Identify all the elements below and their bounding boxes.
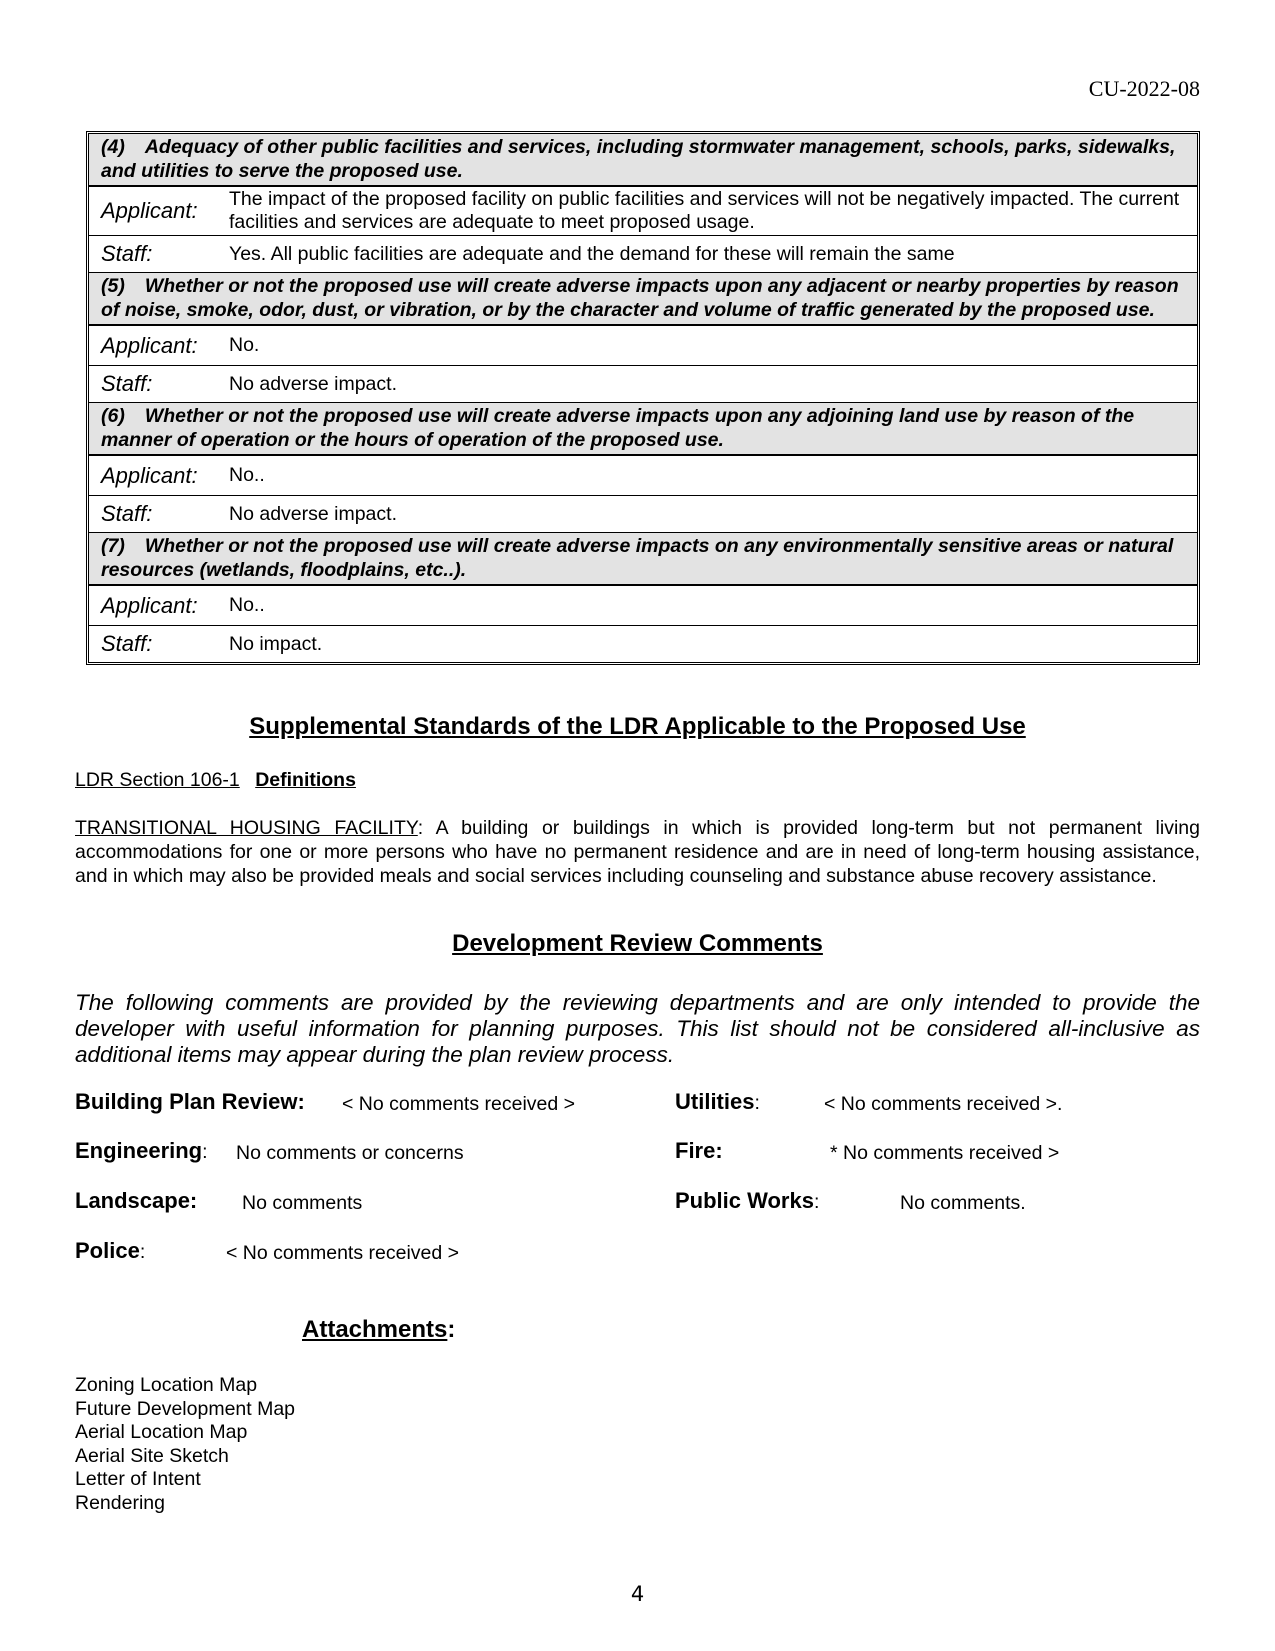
- staff-response: Yes. All public facilities are adequate and the demand for these will remain the same: [229, 242, 955, 265]
- applicant-label: Applicant:: [101, 592, 198, 618]
- applicant-row: [89, 326, 1197, 366]
- attachments-list: [75, 1374, 295, 1515]
- ldr-section-reference: [75, 769, 356, 792]
- applicant-label: Applicant:: [101, 462, 198, 488]
- comment-label: Utilities: [675, 1089, 755, 1114]
- comment-label: Landscape:: [75, 1188, 198, 1213]
- staff-label: Staff:: [101, 631, 153, 656]
- criterion-heading: [89, 273, 1197, 326]
- comment-value: No comments.: [900, 1192, 1026, 1214]
- criterion-question: Whether or not the proposed use will create adverse impacts upon any adjacent or nearby properties by reason of noise, smoke, odor, dust, or vibration, or by the character and volume of traffic generated by the proposed use.: [101, 275, 1179, 321]
- staff-response: No impact.: [229, 632, 323, 655]
- applicant-response: The impact of the proposed facility on public facilities and services will not be negatively impacted. The current facilities and services are adequate to meet proposed usage.: [229, 188, 1180, 233]
- defined-term: TRANSITIONAL HOUSING FACILITY: [75, 817, 418, 839]
- applicant-response: No..: [229, 464, 265, 486]
- attachments-colon: :: [447, 1316, 456, 1343]
- applicant-row: [89, 586, 1197, 626]
- comment-utilities: [675, 1089, 760, 1115]
- staff-response: No adverse impact.: [229, 502, 397, 525]
- ldr-section-number: LDR Section 106-1: [75, 769, 240, 791]
- attachments-title: Attachments: [302, 1316, 448, 1343]
- staff-label: Staff:: [101, 501, 153, 526]
- comment-value: No comments: [242, 1192, 363, 1214]
- comment-value: < No comments received >.: [824, 1093, 1063, 1115]
- page-number: 4: [630, 1582, 645, 1606]
- comment-building-plan-review: [75, 1089, 305, 1115]
- attachment-item: Rendering: [75, 1491, 165, 1514]
- criterion-number: (7): [101, 535, 125, 557]
- criterion-question: Whether or not the proposed use will create adverse impacts upon any adjoining land use by reason of the manner of operation or the hours of operation of the proposed use.: [101, 405, 1135, 451]
- definition-paragraph: [75, 816, 1200, 888]
- applicant-label: Applicant:: [101, 332, 198, 358]
- comment-landscape: [75, 1188, 197, 1214]
- comment-label: Police: [75, 1238, 140, 1263]
- comment-label: Building Plan Review:: [75, 1089, 305, 1114]
- attachment-item: Future Development Map: [75, 1397, 296, 1420]
- review-intro-paragraph: The following comments are provided by the reviewing departments and are only intended to provide the developer with useful information for planning purposes. This list should not be considered all-inclusive as additional items may appear during the plan review process.: [75, 990, 1200, 1067]
- comment-label-colon: :: [754, 1092, 760, 1114]
- comment-public-works: [675, 1188, 819, 1214]
- applicant-response: No..: [229, 594, 265, 616]
- comment-value: No comments or concerns: [236, 1142, 464, 1164]
- attachments-heading: [302, 1316, 455, 1344]
- attachment-item: Aerial Site Sketch: [75, 1444, 229, 1467]
- criterion-heading: [89, 533, 1197, 586]
- attachment-item: Letter of Intent: [75, 1468, 201, 1490]
- staff-label: Staff:: [101, 371, 153, 396]
- attachment-item: Aerial Location Map: [75, 1421, 248, 1443]
- criterion-question: Whether or not the proposed use will create adverse impacts on any environmentally sensitive areas or natural resources (wetlands, floodplains, etc..).: [101, 535, 1174, 581]
- comment-label-colon: :: [139, 1241, 146, 1263]
- ldr-section-title: Definitions: [255, 769, 356, 791]
- comment-label: Fire:: [675, 1138, 723, 1163]
- criterion-number: (6): [101, 405, 125, 427]
- comment-label: Public Works: [675, 1188, 814, 1213]
- review-criteria-table: [86, 131, 1200, 665]
- criterion-heading: [89, 403, 1197, 456]
- definition-text: : A building or buildings in which is provided long-term but not permanent living accommodations for one or more persons who have no permanent residence and are in need of long-term housing assistance, and in which may also be provided meals and social services including counseling and substance abuse recovery assistance.: [75, 817, 1200, 887]
- criterion-question: Adequacy of other public facilities and services, including stormwater management, schools, parks, sidewalks, and utilities to serve the proposed use.: [101, 136, 1176, 182]
- staff-response: No adverse impact.: [229, 372, 397, 395]
- staff-row: [89, 366, 1197, 403]
- staff-label: Staff:: [101, 241, 153, 266]
- comment-label: Engineering: [75, 1138, 203, 1163]
- comment-label-colon: :: [202, 1141, 208, 1163]
- staff-row: [89, 236, 1197, 273]
- applicant-row: [89, 187, 1197, 236]
- comment-value: * No comments received >: [830, 1142, 1060, 1164]
- criterion-number: (4): [101, 136, 125, 158]
- comment-fire: [675, 1138, 723, 1164]
- comment-value: < No comments received >: [342, 1093, 576, 1115]
- staff-row: [89, 496, 1197, 533]
- case-number: CU-2022-08: [1088, 76, 1200, 101]
- applicant-label: Applicant:: [101, 198, 198, 223]
- attachment-item: Zoning Location Map: [75, 1374, 258, 1396]
- staff-row: [89, 626, 1197, 662]
- supplemental-standards-heading: Supplemental Standards of the LDR Applicable to the Proposed Use: [249, 713, 1026, 740]
- criterion-heading: [89, 134, 1197, 187]
- applicant-row: [89, 456, 1197, 496]
- comment-police: [75, 1238, 145, 1264]
- applicant-response: No.: [229, 334, 260, 356]
- comment-value: < No comments received >: [226, 1242, 460, 1264]
- comment-engineering: [75, 1138, 208, 1164]
- development-review-heading: Development Review Comments: [452, 930, 823, 957]
- comment-label-colon: :: [813, 1191, 820, 1213]
- criterion-number: (5): [101, 275, 125, 297]
